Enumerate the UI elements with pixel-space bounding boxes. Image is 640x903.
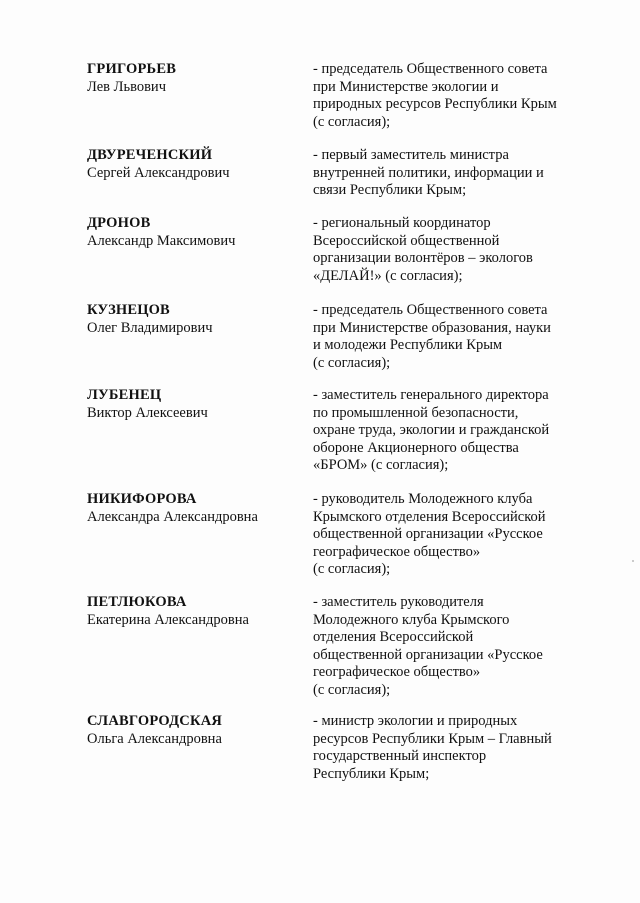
member-given-names: Ольга Александровна: [87, 730, 222, 747]
member-given-names: Виктор Алексеевич: [87, 404, 208, 421]
member-role: - руководитель Молодежного клуба Крымского отделения Всероссийской общественной организации «Русское географическое общество» (с согласия);: [313, 491, 546, 578]
member-name: [87, 147, 297, 182]
member-name: [87, 61, 297, 96]
member-given-names: Сергей Александрович: [87, 164, 230, 181]
member-role: - первый заместитель министра внутренней политики, информации и связи Республики Крым;: [313, 147, 544, 199]
member-surname: ДВУРЕЧЕНСКИЙ: [87, 147, 213, 163]
member-surname: СЛАВГОРОДСКАЯ: [87, 713, 223, 729]
member-surname: ГРИГОРЬЕВ: [87, 61, 177, 77]
member-surname: ДРОНОВ: [87, 215, 151, 231]
member-role: - заместитель генерального директора по промышленной безопасности, охране труда, экологии и гражданской обороне Акционерного общества «БРОМ» (с согласия);: [313, 387, 550, 474]
member-surname: НИКИФОРОВА: [87, 491, 197, 507]
member-role: - министр экологии и природных ресурсов Республики Крым – Главный государственный инспектор Республики Крым;: [313, 713, 552, 782]
member-given-names: Александр Максимович: [87, 232, 236, 249]
member-name: [87, 594, 297, 629]
scan-speck: [632, 560, 634, 562]
member-given-names: Александра Александровна: [87, 508, 258, 525]
member-given-names: Олег Владимирович: [87, 319, 213, 336]
member-surname: КУЗНЕЦОВ: [87, 302, 170, 318]
member-role: - председатель Общественного совета при Министерстве экологии и природных ресурсов Республики Крым (с согласия);: [313, 61, 557, 130]
member-given-names: Екатерина Александровна: [87, 611, 249, 628]
member-name: [87, 302, 297, 337]
member-name: [87, 713, 297, 748]
member-role: - заместитель руководителя Молодежного клуба Крымского отделения Всероссийской общественной организации «Русское географическое общество» (с согласия);: [313, 594, 543, 698]
member-surname: ПЕТЛЮКОВА: [87, 594, 187, 610]
member-role: - председатель Общественного совета при Министерстве образования, науки и молодежи Республики Крым (с согласия);: [313, 302, 551, 371]
member-name: [87, 387, 297, 422]
member-name: [87, 215, 297, 250]
member-name: [87, 491, 297, 526]
member-given-names: Лев Львович: [87, 78, 166, 95]
member-surname: ЛУБЕНЕЦ: [87, 387, 162, 403]
member-role: - региональный координатор Всероссийской общественной организации волонтёров – экологов «ДЕЛАЙ!» (с согласия);: [313, 215, 533, 284]
